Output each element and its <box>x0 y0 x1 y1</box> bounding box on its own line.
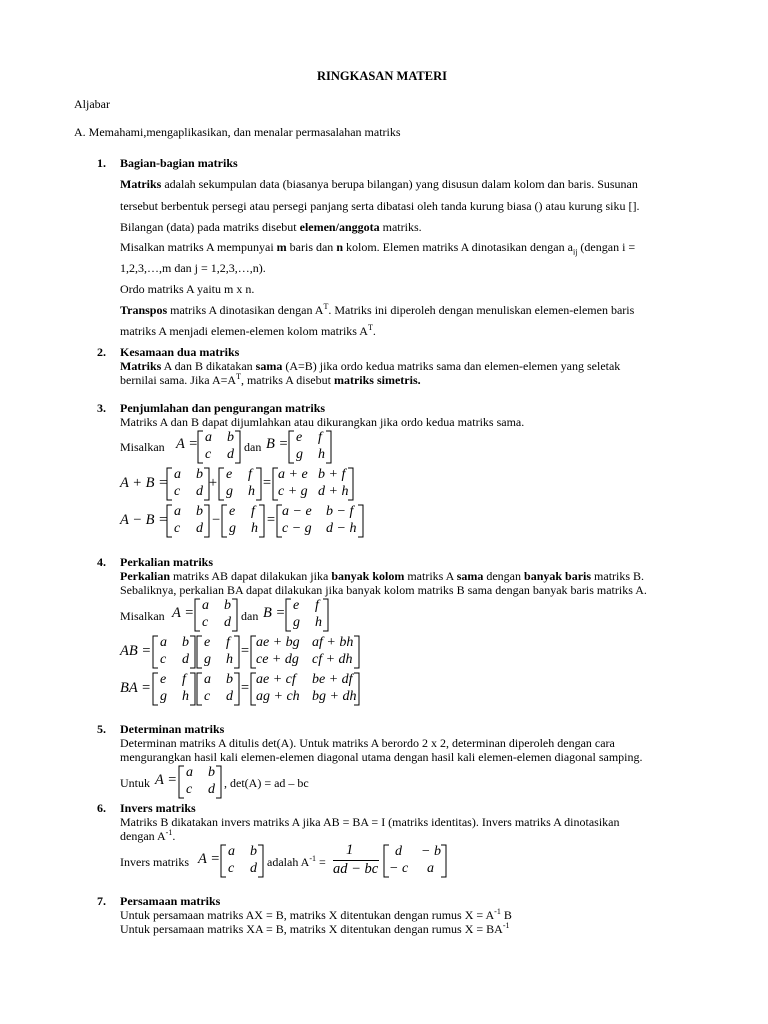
matrix-A <box>166 467 210 501</box>
paragraph-line: Untuk persamaan matriks XA = B, matriks X ditentukan dengan rumus $X = BA^{-1}$ <box>120 921 510 936</box>
item-heading: Perkalian matriks <box>120 555 213 569</box>
matrix-cell: c <box>174 484 181 499</box>
matrix-cell: bg + dh <box>312 689 357 704</box>
matrix-cell: b <box>182 635 189 650</box>
paragraph-line: tersebut berbentuk persegi atau persegi panjang serta dibatasi oleh tanda kurung biasa () atau kurung siku []. <box>120 199 640 213</box>
matrix-cell: d <box>226 689 233 704</box>
fraction-numerator: 1 <box>346 842 354 858</box>
matrix-product-ba <box>250 672 360 706</box>
math-label: A = <box>172 605 195 621</box>
item-number: 2. <box>97 345 106 359</box>
misalkan-label: Misalkan <box>120 440 165 454</box>
matrix-cell: e <box>293 598 300 613</box>
matrix-cell: ce + dg <box>256 652 299 667</box>
matrix-cell: g <box>229 521 236 536</box>
equals-sign: = <box>240 643 250 659</box>
item-heading: Bagian-bagian matriks <box>120 156 238 170</box>
matrix-cell: a <box>427 861 434 876</box>
item-heading: Kesamaan dua matriks <box>120 345 240 359</box>
bracket-icon <box>221 504 265 538</box>
math-label: A = <box>198 851 221 867</box>
matrix-cell: a <box>174 504 181 519</box>
matrix-A <box>220 844 264 878</box>
matrix-cell: d <box>196 521 203 536</box>
matrix-cell: c <box>204 689 211 704</box>
matrix-cell: ae + cf <box>256 672 296 687</box>
bracket-icon <box>196 672 240 706</box>
matrix-B <box>285 598 329 632</box>
matrix-cell: b <box>196 504 203 519</box>
determinant-formula: , det(A) = ad – bc <box>224 776 309 790</box>
matrix-cell: g <box>293 615 300 630</box>
item-number: 7. <box>97 894 106 908</box>
matrix-cell: e <box>296 430 303 445</box>
bracket-icon <box>220 844 264 878</box>
matrix-cell: c <box>186 782 193 797</box>
matrix-cell: b <box>227 430 234 445</box>
matrix-cell: f <box>226 635 230 650</box>
bracket-icon <box>178 765 222 799</box>
paragraph-line: 1,2,3,…,m dan j = 1,2,3,…,n). <box>120 261 266 275</box>
bracket-icon <box>218 467 262 501</box>
matrix-cell: a <box>160 635 167 650</box>
bracket-icon <box>288 430 332 464</box>
bracket-icon <box>196 635 240 669</box>
bracket-icon <box>197 430 241 464</box>
matrix-cell: g <box>204 652 211 667</box>
item-number: 4. <box>97 555 106 569</box>
matrix-cell: b <box>226 672 233 687</box>
matrix-cell: h <box>315 615 322 630</box>
matrix-diff <box>276 504 364 538</box>
matrix-cell: a <box>204 672 211 687</box>
subject-label: Aljabar <box>74 97 110 111</box>
paragraph-line: Misalkan matriks A mempunyai m baris dan n kolom. Elemen matriks A dinotasikan dengan $a_{ij}$ (dengan i = <box>120 240 636 257</box>
matrix-cell: − b <box>421 844 441 859</box>
bracket-icon <box>166 467 210 501</box>
page-title: RINGKASAN MATERI <box>317 69 447 83</box>
invers-label: Invers matriks <box>120 855 189 869</box>
matrix-cell: d <box>227 447 234 462</box>
bracket-icon <box>152 635 196 669</box>
math-label: B = <box>266 436 289 452</box>
matrix-cell: e <box>229 504 236 519</box>
matrix-cell: a − e <box>282 504 312 519</box>
matrix-cell: c − g <box>282 521 312 536</box>
paragraph-line: Sebaliknya, perkalian BA dapat dilakukan jika banyak kolom matriks B sama dengan banyak baris matriks A. <box>120 583 647 597</box>
matrix-cell: a <box>205 430 212 445</box>
matrix-cell: d <box>224 615 231 630</box>
matrix-cell: h <box>251 521 258 536</box>
matrix-cell: b + f <box>318 467 346 482</box>
matrix-B <box>288 430 332 464</box>
paragraph-line: matriks A menjadi elemen-elemen kolom matriks $A^T$. <box>120 323 376 338</box>
bracket-icon <box>166 504 210 538</box>
matrix-cell: c <box>205 447 212 462</box>
plus-sign: + <box>208 475 218 491</box>
matrix-cell: c <box>228 861 235 876</box>
misalkan-label: Misalkan <box>120 609 165 623</box>
bracket-icon <box>194 598 238 632</box>
matrix-cell: f <box>248 467 252 482</box>
minus-sign: − <box>211 512 221 528</box>
dan-label: dan <box>241 609 259 623</box>
matrix-cell: c + g <box>278 484 308 499</box>
paragraph-line: Ordo matriks A yaitu m x n. <box>120 282 255 296</box>
matrix-cell: be + df <box>312 672 353 687</box>
matrix-cell: f <box>251 504 255 519</box>
dan-label: dan <box>244 440 262 454</box>
matrix-B <box>196 635 240 669</box>
math-label: A + B = <box>120 475 168 491</box>
paragraph-line: Untuk persamaan matriks AX = B, matriks X ditentukan dengan rumus $X = A^{-1}$ B <box>120 907 512 922</box>
matrix-B <box>221 504 265 538</box>
matrix-cell: d <box>182 652 189 667</box>
matrix-A <box>197 430 241 464</box>
matrix-cell: c <box>160 652 167 667</box>
paragraph-line: Matriks A dan B dikatakan sama (A=B) jika ordo kedua matriks sama dan elemen-elemen yang seletak <box>120 359 621 373</box>
item-number: 3. <box>97 401 106 415</box>
item-heading: Invers matriks <box>120 801 196 815</box>
matrix-cell: a + e <box>278 467 308 482</box>
paragraph-line: mengurangkan hasil kali elemen-elemen diagonal utama dengan hasil kali elemen-elemen diagonal samping. <box>120 750 643 764</box>
item-number: 6. <box>97 801 106 815</box>
paragraph-line: Matriks adalah sekumpulan data (biasanya berupa bilangan) yang disusun dalam kolom dan baris. Susunan <box>120 177 638 191</box>
matrix-cell: h <box>318 447 325 462</box>
matrix-A <box>152 635 196 669</box>
item-heading: Penjumlahan dan pengurangan matriks <box>120 401 326 415</box>
matrix-A <box>166 504 210 538</box>
matrix-cell: a <box>228 844 235 859</box>
matrix-cell: c <box>174 521 181 536</box>
matrix-cell: h <box>248 484 255 499</box>
matrix-adjugate <box>383 844 447 878</box>
matrix-cell: ag + ch <box>256 689 300 704</box>
matrix-cell: g <box>160 689 167 704</box>
matrix-cell: b <box>250 844 257 859</box>
matrix-cell: b <box>196 467 203 482</box>
matrix-cell: af + bh <box>312 635 354 650</box>
matrix-cell: g <box>226 484 233 499</box>
item-number: 1. <box>97 156 106 170</box>
matrix-cell: h <box>226 652 233 667</box>
math-label: AB = <box>120 643 152 659</box>
matrix-cell: f <box>318 430 322 445</box>
math-label: A = <box>176 436 199 452</box>
matrix-cell: d <box>395 844 402 859</box>
matrix-cell: a <box>174 467 181 482</box>
paragraph-line: dengan $A^{-1}$. <box>120 828 176 843</box>
matrix-cell: h <box>182 689 189 704</box>
matrix-cell: d <box>250 861 257 876</box>
paragraph-line: Bilangan (data) pada matriks disebut elemen/anggota matriks. <box>120 220 422 234</box>
matrix-cell: ae + bg <box>256 635 300 650</box>
math-label: A = <box>155 772 178 788</box>
matrix-cell: f <box>315 598 319 613</box>
untuk-label: Untuk <box>120 776 150 790</box>
math-label: BA = <box>120 680 151 696</box>
bracket-icon <box>152 672 196 706</box>
adalah-label: adalah $A^{-1}$ = <box>267 854 326 869</box>
paragraph-line: Determinan matriks A ditulis det(A). Untuk matriks A berordo 2 x 2, determinan diperoleh dengan cara <box>120 736 615 750</box>
math-label: B = <box>263 605 286 621</box>
matrix-cell: − c <box>389 861 409 876</box>
fraction-denominator: ad − bc <box>333 861 379 877</box>
matrix-cell: d <box>208 782 215 797</box>
equals-sign: = <box>262 475 272 491</box>
paragraph-line: Matriks A dan B dapat dijumlahkan atau dikurangkan jika ordo kedua matriks sama. <box>120 415 525 429</box>
paragraph-line: Transpos matriks A dinotasikan dengan $A^T$. Matriks ini diperoleh dengan menuliskan elemen-elemen baris <box>120 302 635 317</box>
paragraph-line: bernilai sama. Jika $A=A^T$, matriks A disebut matriks simetris. <box>120 372 421 387</box>
matrix-cell: f <box>182 672 186 687</box>
matrix-A <box>178 765 222 799</box>
equals-sign: = <box>240 680 250 696</box>
matrix-cell: g <box>296 447 303 462</box>
matrix-cell: d + h <box>318 484 349 499</box>
matrix-cell: e <box>160 672 167 687</box>
matrix-cell: d <box>196 484 203 499</box>
matrix-sum <box>272 467 354 501</box>
matrix-cell: d − h <box>326 521 357 536</box>
matrix-cell: c <box>202 615 209 630</box>
matrix-cell: b <box>208 765 215 780</box>
matrix-cell: e <box>204 635 211 650</box>
math-label: A − B = <box>120 512 168 528</box>
matrix-cell: a <box>186 765 193 780</box>
matrix-cell: b − f <box>326 504 354 519</box>
matrix-cell: a <box>202 598 209 613</box>
equals-sign: = <box>266 512 276 528</box>
paragraph-line: Perkalian matriks AB dapat dilakukan jika banyak kolom matriks A sama dengan banyak baris matriks B. <box>120 569 645 583</box>
matrix-cell: cf + dh <box>312 652 353 667</box>
item-heading: Determinan matriks <box>120 722 225 736</box>
matrix-A <box>194 598 238 632</box>
matrix-cell: b <box>224 598 231 613</box>
paragraph-line: Matriks B dikatakan invers matriks A jika AB = BA = I (matriks identitas). Invers matriks A dinotasikan <box>120 815 620 829</box>
bracket-icon <box>285 598 329 632</box>
item-number: 5. <box>97 722 106 736</box>
matrix-cell: e <box>226 467 233 482</box>
matrix-product-ab <box>250 635 360 669</box>
section-heading: A. Memahami,mengaplikasikan, dan menalar permasalahan matriks <box>74 125 401 139</box>
matrix-B <box>218 467 262 501</box>
matrix-A <box>196 672 240 706</box>
matrix-B <box>152 672 196 706</box>
item-heading: Persamaan matriks <box>120 894 221 908</box>
